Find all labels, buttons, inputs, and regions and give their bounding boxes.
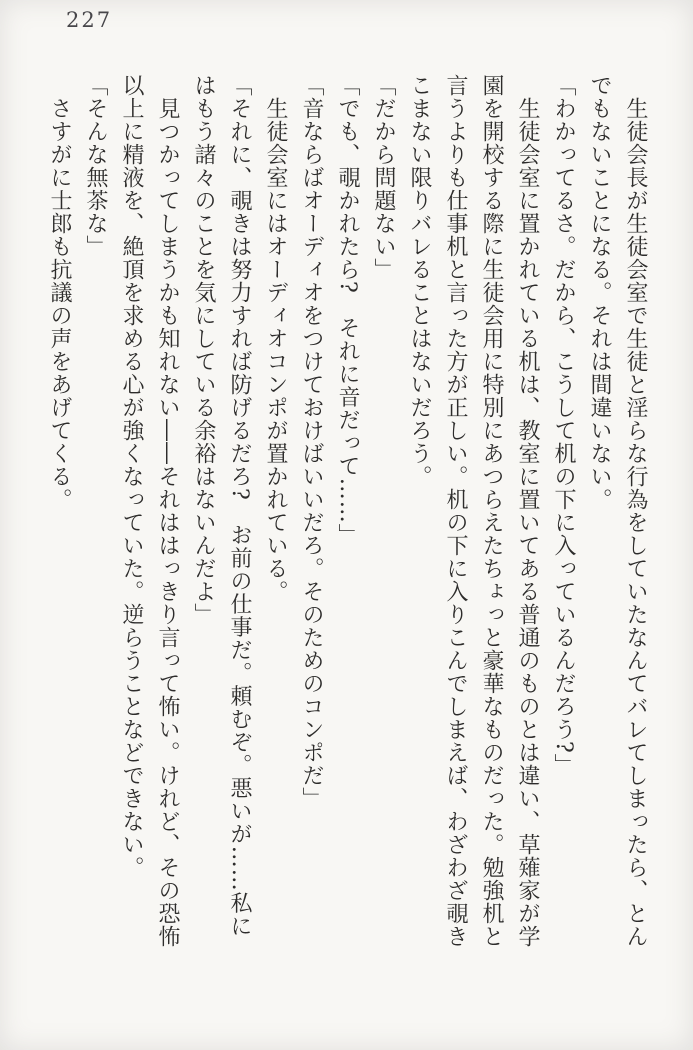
paragraph-dialogue: 「だから問題ない」	[371, 74, 396, 281]
paragraph-dialogue: 「そんな無茶な」	[83, 74, 108, 258]
text-block	[41, 74, 653, 948]
paragraph-narration: さすがに士郎も抗議の声をあげてくる。	[47, 97, 72, 511]
page-number: 227	[66, 8, 113, 32]
paragraph-narration: 生徒会室にはオーディオコンポが置かれている。	[263, 97, 288, 603]
paragraph-dialogue: 「音ならばオーディオをつけておけばいいだろ。そのためのコンポだ」	[299, 74, 324, 810]
paragraph-narration: 生徒会長が生徒会室で生徒と淫らな行為をしていたなんてバレてしまったら、とんでもないことになる。それは間違いない。	[587, 74, 648, 948]
paragraph-dialogue: 「それに、覗きは努力すれば防げるだろ? お前の仕事だ。頼むぞ。悪いが……私にはもう諸々のことを気にしている余裕はないんだよ」	[191, 74, 252, 938]
paragraph-narration: 見つかってしまうかも知れない――それははっきり言って怖い。けれど、その恐怖以上に精液を、絶頂を求める心が強くなっていた。逆らうことなどできない。	[119, 74, 180, 948]
paragraph-dialogue: 「でも、覗かれたら? それに音だって……」	[335, 74, 360, 547]
paragraph-narration: 生徒会室に置かれている机は、教室に置いてある普通のものとは違い、草薙家が学園を開校する際に生徒会用に特別にあつらえたちょっと豪華なものだった。勉強机と言うよりも仕事机と言った方が正しい。机の下に入りこんでしまえば、わざわざ覗きこまない限りバレることはないだろう。	[407, 74, 540, 948]
paragraph-dialogue: 「わかってるさ。だから、こうして机の下に入っているんだろう?」	[551, 74, 576, 777]
